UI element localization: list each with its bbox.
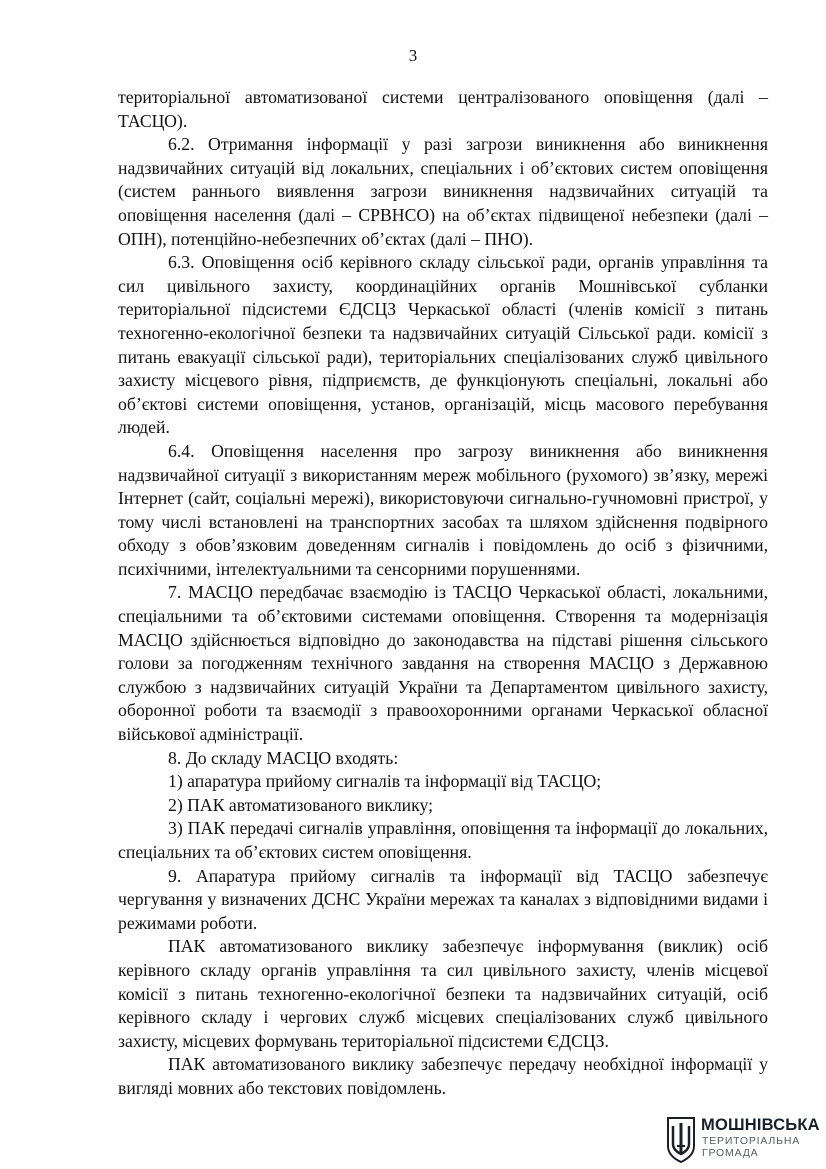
paragraph-7: 7. МАСЦО передбачає взаємодію із ТАСЦО Черкаської області, локальними, спеціальними та об’єктовими системами оповіщення. Створення та модернізація МАСЦО здійснюється відповідно до законодавства на підставі рішення сільського голови за погодженням технічного завдання на створення МАСЦО з Державною службою з надзвичайних ситуацій України та Департаментом цивільного захисту, оборонної роботи та взаємодії з правоохоронними органами Черкаської обласної військової адміністрації. — [118, 582, 768, 745]
paragraph-6-3: 6.3. Оповіщення осіб керівного складу сільської ради, органів управління та сил цивільного захисту, координаційних органів Мошнівської субланки територіальної підсистеми ЄДСЦЗ Черкаської області (членів комісії з питань техногенно-екологічної безпеки та надзвичайних ситуацій Сільської ради. комісії з питань евакуації сільської ради), територіальних спеціалізованих служб цивільного захисту місцевого рівня, підприємств, де функціонують спеціальні, локальні або об’єктові системи оповіщення, установ, організацій, місць масового перебування людей. — [118, 252, 768, 438]
paragraph-6-2: 6.2. Отримання інформації у разі загрози виникнення або виникнення надзвичайних ситуацій від локальних, спеціальних і об’єктових систем оповіщення (систем раннього виявлення загрози виникнення надзвичайних ситуацій та оповіщення населення (далі – СРВНСО) на об’єктах підвищеної небезпеки (далі – ОПН), потенційно-небезпечних об’єктах (далі – ПНО). — [118, 134, 768, 249]
logo-title: МОШНІВСЬКА — [701, 1116, 820, 1134]
paragraph-pak-call-2: ПАК автоматизованого виклику забезпечує передачу необхідної інформації у вигляді мовних або текстових повідомлень. — [118, 1054, 768, 1098]
logo-subtitle-1: ТЕРИТОРІАЛЬНА — [702, 1135, 800, 1147]
list-item-3: 3) ПАК передачі сигналів управління, оповіщення та інформації до локальних, спеціальних та об’єктових систем оповіщення. — [118, 818, 768, 862]
paragraph-continuation: територіальної автоматизованої системи централізованого оповіщення (далі – ТАСЦО). — [118, 87, 768, 131]
page-number: 3 — [408, 46, 418, 65]
list-item-1: 1) апаратура прийому сигналів та інформації від ТАСЦО; — [168, 771, 602, 792]
paragraph-6-4: 6.4. Оповіщення населення про загрозу виникнення або виникнення надзвичайної ситуації з використанням мереж мобільного (рухомого) зв’язку, мережі Інтернет (сайт, соціальні мережі), використовуючи сигнально-гучномовні пристрої, у тому числі встановлені на транспортних засобах та шляхом здійснення подвірного обходу з обов’язковим доведенням сигналів і повідомлень до осіб з фізичними, психічними, інтелектуальними та сенсорними порушеннями. — [118, 440, 768, 579]
list-item-2: 2) ПАК автоматизованого виклику; — [168, 794, 433, 815]
paragraph-9: 9. Апаратура прийому сигналів та інформації від ТАСЦО забезпечує чергування у визначених ДСНС України мережах та каналах з відповідними видами і режимами роботи. — [118, 865, 768, 933]
paragraph-8: 8. До складу МАСЦО входять: — [168, 747, 399, 768]
community-logo — [666, 1112, 820, 1162]
logo-subtitle-2: ГРОМАДА — [702, 1147, 759, 1159]
trident-emblem-icon — [666, 1116, 696, 1164]
document-body — [118, 86, 768, 1101]
paragraph-pak-call-1: ПАК автоматизованого виклику забезпечує інформування (виклик) осіб керівного складу органів управління та сил цивільного захисту, членів місцевої комісії з питань техногенно-екологічної безпеки та надзвичайних ситуацій, осіб керівного складу і чергових служб місцевих спеціалізованих служб цивільного захисту, місцевих формувань територіальної підсистеми ЄДСЦЗ. — [118, 936, 768, 1051]
